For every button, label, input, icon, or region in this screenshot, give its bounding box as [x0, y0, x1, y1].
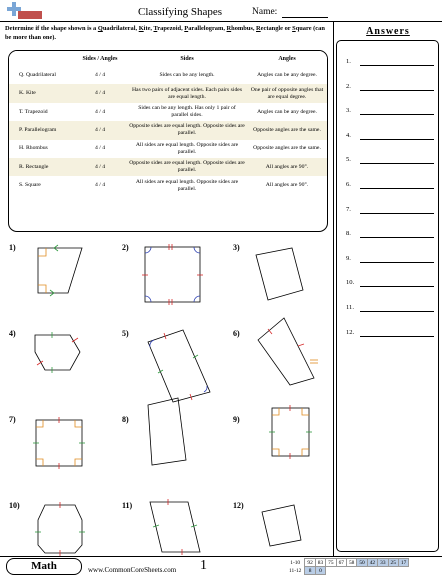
answer-label: 2.: [346, 82, 351, 90]
answer-label: 6.: [346, 181, 351, 188]
row-count: 4 / 4: [73, 121, 127, 139]
problem-number-4: 4): [9, 329, 16, 338]
row-sides: All sides are equal length. Opposite sides are parallel.: [135, 141, 239, 155]
row-name: P. Parallelogram: [9, 121, 73, 139]
shape-4-hexagon-like: [35, 332, 80, 373]
score-cell: 67: [336, 559, 346, 567]
score-cell: 58: [346, 559, 356, 567]
col-header-sides: Sides: [127, 51, 247, 66]
row-count: 4 / 4: [94, 71, 106, 78]
score-cell: 33: [378, 559, 388, 567]
answers-title: Answers: [366, 26, 410, 37]
page-title: Classifying Shapes: [137, 6, 223, 18]
problem-number-10: 10): [9, 501, 20, 510]
row-angles: Opposite angles are the same.: [253, 145, 321, 152]
shape-5-parallelogram: [148, 330, 210, 402]
shape-12-quadrilateral: [262, 505, 301, 546]
col-header-angles: Angles: [247, 51, 327, 66]
problem-number-9: 9): [233, 415, 240, 424]
shape-7-square: [33, 417, 85, 469]
problem-number-11: 11): [122, 501, 133, 510]
footer-divider: [0, 556, 442, 557]
shape-6-kite: [258, 318, 318, 385]
problem-number-5: 5): [122, 329, 129, 338]
shape-2-rectangle: [142, 244, 203, 305]
row-name: R. Rectangle: [9, 158, 73, 176]
row-sides: Has two pairs of adjacent sides. Each pairs sides are equal length.: [127, 84, 247, 102]
score-cell: 25: [388, 559, 398, 567]
score-cell: 17: [398, 559, 408, 567]
score-cell: 83: [315, 559, 325, 567]
score-row: [287, 567, 409, 575]
score-cell: 42: [367, 559, 377, 567]
answer-label: 8.: [346, 230, 351, 238]
row-sides: Opposite sides are equal length. Opposite sides are parallel.: [127, 158, 247, 176]
row-angles: Angles can be any degree.: [257, 108, 317, 115]
row-count: 4 / 4: [94, 108, 106, 115]
shape-9-rectangle: [269, 405, 312, 459]
row-name: S. Square: [19, 182, 41, 189]
score-cell: 75: [326, 559, 336, 567]
answer-label: 7.: [346, 205, 351, 213]
row-angles: Angles can be any degree.: [257, 71, 317, 78]
problem-number-2: 2): [122, 243, 129, 252]
shape-3-quadrilateral: [256, 248, 303, 300]
row-angles: All angles are 90°.: [265, 182, 309, 189]
row-count: 4 / 4: [94, 145, 106, 152]
row-name: H. Rhombus: [19, 145, 48, 152]
answer-label: 11.: [346, 304, 354, 311]
score-row-label: 1-10: [290, 559, 301, 566]
score-cell: 92: [305, 559, 315, 567]
answer-label: 5.: [346, 156, 351, 164]
shape-8-quadrilateral: [148, 398, 186, 465]
col-header-sides-angles: Sides / Angles: [73, 51, 127, 66]
shape-11-parallelogram: [150, 499, 200, 555]
problem-number-6: 6): [233, 329, 240, 338]
row-count: 4 / 4: [73, 158, 127, 176]
name-label: Name:: [252, 7, 278, 17]
answer-label: 1.: [346, 58, 351, 65]
row-count: 4 / 4: [94, 182, 106, 189]
answer-label: 12.: [346, 328, 355, 336]
row-count: 4 / 4: [73, 84, 127, 102]
shape-10-octagon-like: [35, 502, 85, 556]
row-sides: All sides are equal length. Opposite sides are parallel.: [135, 178, 239, 192]
problem-number-1: 1): [9, 243, 16, 252]
row-name: T. Trapezoid: [19, 108, 48, 115]
problem-number-12: 12): [233, 501, 244, 510]
score-cell: 50: [357, 559, 367, 567]
problem-number-8: 8): [122, 415, 129, 424]
score-cell: 8: [305, 567, 315, 575]
site-url[interactable]: www.CommonCoreSheets.com: [88, 566, 177, 574]
problem-number-3: 3): [233, 243, 240, 252]
answer-label: 9.: [346, 254, 351, 262]
row-angles: One pair of opposite angles that are equal degree.: [247, 84, 327, 102]
instructions: Determine if the shape shown is a Quadrilateral, Kite, Trapezoid, Parallelogram, Rhombus, Rectangle or Square (can be more than one).: [5, 25, 325, 41]
row-name: Q. Quadrilateral: [19, 71, 56, 78]
score-cell: 0: [315, 567, 325, 575]
row-sides: Opposite sides are equal length. Opposite sides are parallel.: [127, 121, 247, 139]
page-number: 1: [200, 558, 207, 573]
row-sides: Sides can be any length.: [159, 71, 215, 78]
score-row-label: 11-12: [289, 567, 302, 574]
shape-1-trapezoid: [38, 245, 82, 296]
row-angles: All angles are 90°.: [247, 158, 327, 176]
score-table: [287, 558, 409, 575]
problem-number-7: 7): [9, 415, 16, 424]
row-sides: Sides can be any length. Has only 1 pair of parallel sides.: [138, 105, 236, 118]
answer-label: 10.: [346, 279, 355, 287]
row-name: K. Kite: [9, 84, 73, 102]
answer-label: 3.: [346, 107, 351, 115]
score-row: [287, 559, 409, 567]
subject-badge: Math: [6, 558, 82, 575]
row-angles: Opposite angles are the same.: [247, 121, 327, 139]
answer-label: 4.: [346, 131, 351, 139]
